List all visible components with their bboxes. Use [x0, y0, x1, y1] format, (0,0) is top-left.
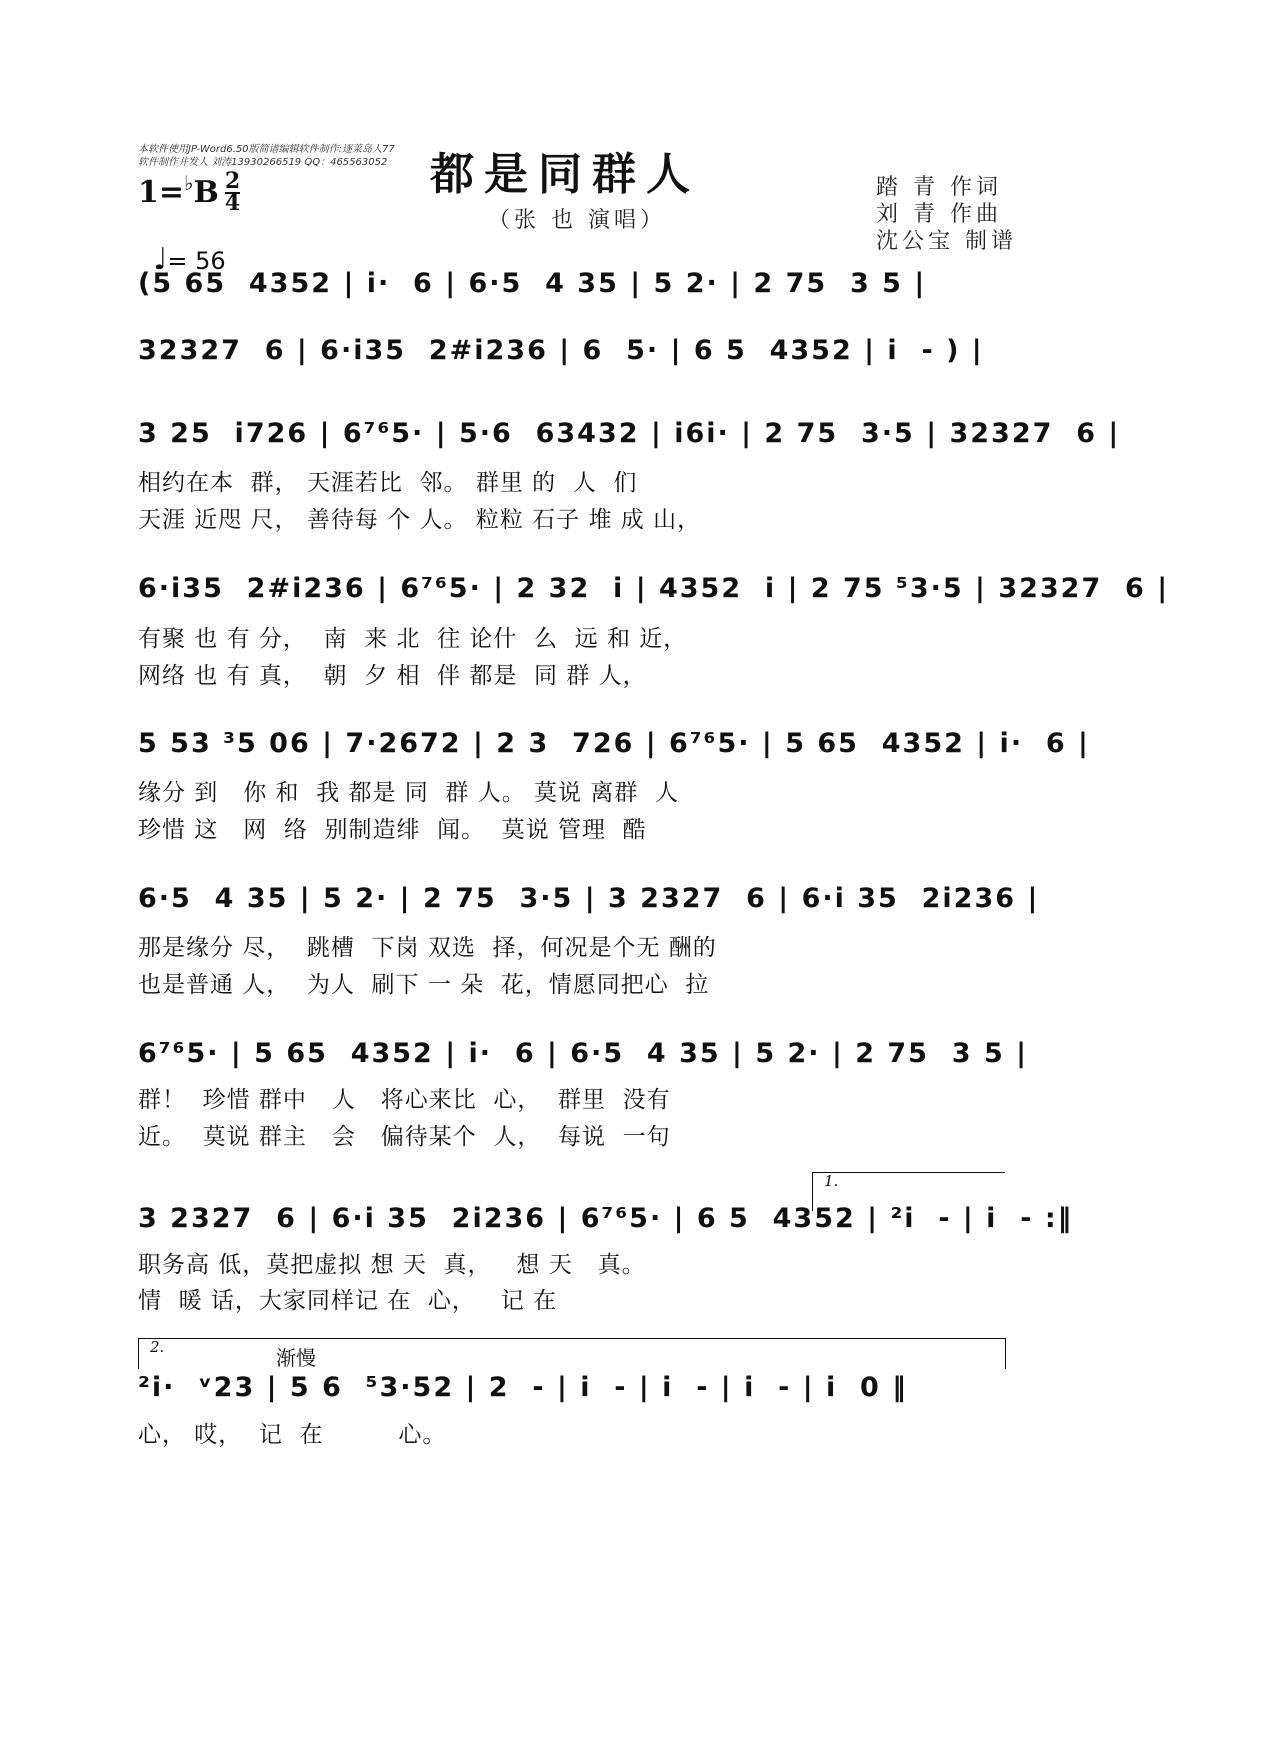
staff-line-7-verse-2: 近。 莫说 群主 会 偏待某个 人， 每说 一句 — [138, 1124, 671, 1150]
staff-line-6-notes: 6·5 4 35 | 5 2· | 2 75 3·5 | 3 2327 6 | 6·i 35 2i236 | — [138, 883, 1040, 914]
staff-line-9-notes: ²i· ᵛ23 | 5 6 ⁵3·52 | 2 - | i - | i - | i - | i 0 ‖ — [138, 1372, 908, 1403]
staff-line-6-verse-1: 那是缘分 尽， 跳槽 下岗 双选 择，何况是个无 酬的 — [138, 935, 717, 961]
staff-line-8-verse-1: 职务高 低，莫把虚拟 想 天 真， 想 天 真。 — [138, 1252, 646, 1278]
staff-line-9-verse-1: 心， 哎， 记 在 心。 — [138, 1422, 447, 1448]
key-letter: B — [193, 175, 219, 211]
staff-line-4-verse-2: 网络 也 有 真， 朝 夕 相 伴 都是 同 群 人， — [138, 663, 647, 689]
staff-line-8-notes: 3 2327 6 | 6·i 35 2i236 | 6⁷⁶5· | 6 5 4352 | ²i - | i - :‖ — [138, 1203, 1074, 1234]
ritardando-marking: 渐慢 — [276, 1346, 316, 1370]
staff-line-3-notes: 3 25 i726 | 6⁷⁶5· | 5·6 63432 | i6i· | 2 75 3·5 | 32327 6 | — [138, 418, 1121, 449]
quarter-note-icon: ♩ — [153, 242, 168, 277]
time-signature — [224, 168, 241, 216]
time-signature-top: 2 — [224, 168, 241, 194]
singer-credit: （张 也 演唱） — [488, 208, 666, 233]
key-prefix: 1= — [138, 175, 185, 211]
staff-line-4-verse-1: 有聚 也 有 分， 南 来 北 往 论什 么 远 和 近， — [138, 626, 688, 652]
staff-line-4-notes: 6·i35 2#i236 | 6⁷⁶5· | 2 32 i | 4352 i | 2 75 ⁵3·5 | 32327 6 | — [138, 573, 1170, 604]
staff-line-5-notes: 5 53 ³5 06 | 7·2672 | 2 3 726 | 6⁷⁶5· | 5 65 4352 | i· 6 | — [138, 728, 1090, 759]
song-title: 都是同群人 — [430, 149, 700, 200]
time-signature-bottom: 4 — [224, 189, 241, 216]
staff-line-7-notes: 6⁷⁶5· | 5 65 4352 | i· 6 | 6·5 4 35 | 5 2· | 2 75 3 5 | — [138, 1038, 1029, 1069]
key-signature — [138, 168, 241, 216]
staff-line-3-verse-2: 天涯 近咫 尺， 善待每 个 人。 粒粒 石子 堆 成 山， — [138, 507, 702, 533]
flat-icon: ♭ — [184, 170, 194, 195]
software-credit-line-2: 软件制作并发人 刘涛13930266519 QQ：465563052 — [138, 157, 388, 168]
arranger-credit: 沈公宝 制谱 — [876, 229, 1017, 254]
staff-line-5-verse-2: 珍惜 这 网 络 别制造绯 闻。 莫说 管理 酷 — [138, 817, 647, 843]
staff-line-5-verse-1: 缘分 到 你 和 我 都是 同 群 人。 莫说 离群 人 — [138, 780, 679, 806]
software-credit-line-1: 本软件使用JP-Word6.50版简谱编辑软件制作:逐莱岛人77 — [138, 144, 395, 155]
tempo-value: = 56 — [167, 247, 226, 275]
first-ending-label: 1. — [824, 1172, 839, 1190]
staff-line-7-verse-1: 群！ 珍惜 群中 人 将心来比 心， 群里 没有 — [138, 1087, 671, 1113]
staff-line-1-notes: (5 65 4352 | i· 6 | 6·5 4 35 | 5 2· | 2 75 3 5 | — [138, 268, 927, 299]
lyricist-credit: 踏 青 作词 — [876, 175, 1002, 200]
staff-line-8-verse-2: 情 暖 话，大家同样记 在 心， 记 在 — [138, 1288, 558, 1314]
staff-line-3-verse-1: 相约在本 群， 天涯若比 邻。 群里 的 人 们 — [138, 470, 638, 496]
staff-line-6-verse-2: 也是普通 人， 为人 刷下 一 朵 花，情愿同把心 拉 — [138, 972, 710, 998]
composer-credit: 刘 青 作曲 — [876, 202, 1002, 227]
second-ending-bracket — [138, 1338, 1006, 1369]
second-ending-label: 2. — [150, 1338, 165, 1356]
staff-line-2-notes: 32327 6 | 6·i35 2#i236 | 6 5· | 6 5 4352 | i - ) | — [138, 335, 984, 366]
